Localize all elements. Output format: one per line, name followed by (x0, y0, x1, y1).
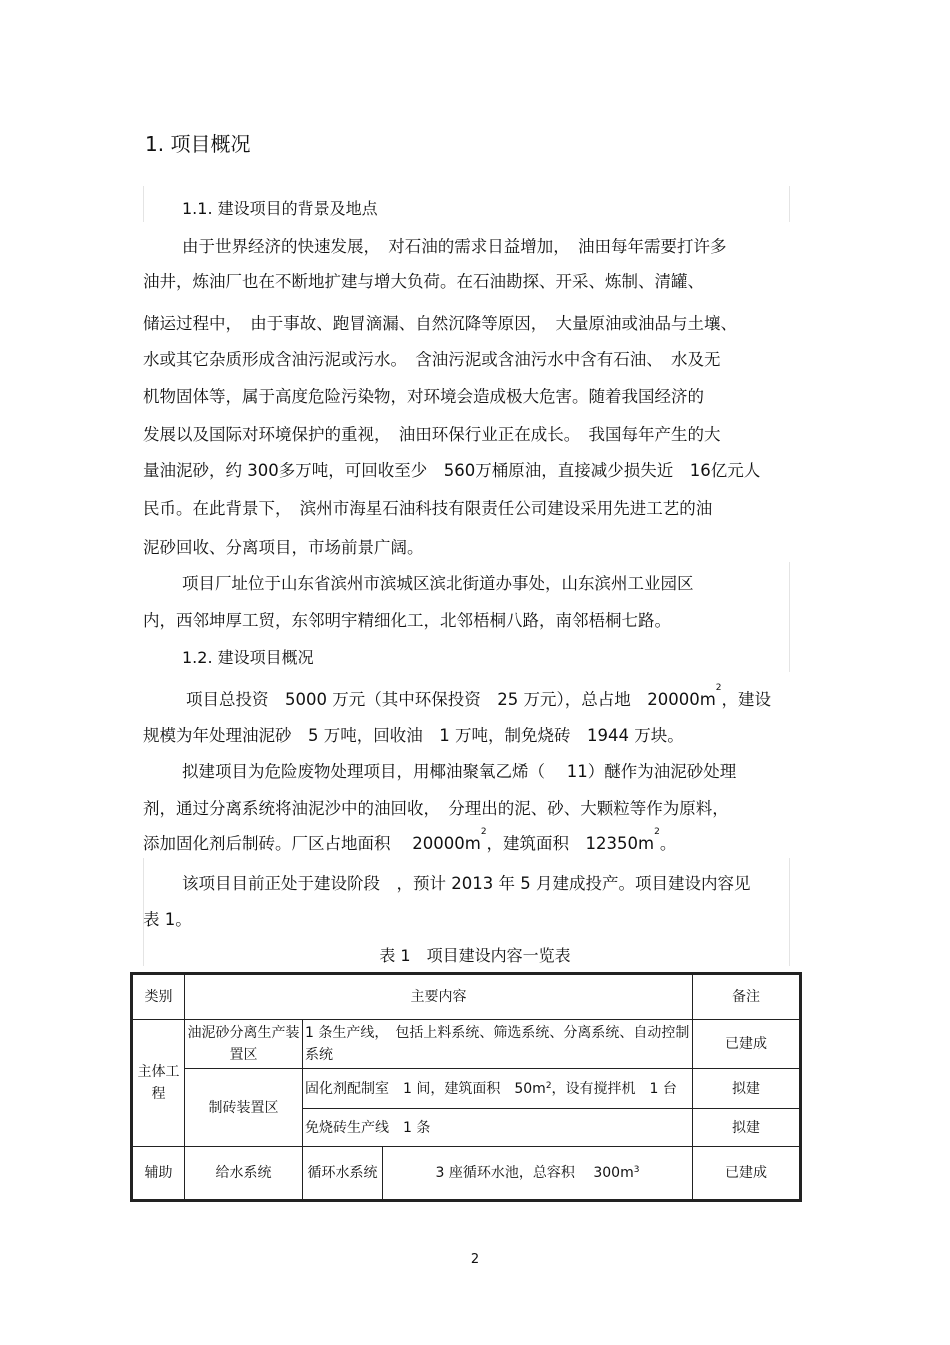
paragraph-line: 拟建项目为危险废物处理项目，用椰油聚氧乙烯（ 11）醚作为油泥砂处理 (182, 762, 737, 781)
paragraph-line: 机物固体等，属于高度危险污染物，对环境会造成极大危害。随着我国经济的 (143, 387, 704, 406)
scan-guide-line (789, 186, 790, 222)
table-cell: 1 条生产线， 包括上料系统、筛选系统、分离系统、自动控制系统 (303, 1020, 693, 1069)
table-cell: 循环水系统 (303, 1147, 383, 1201)
table-cell: 给水系统 (185, 1147, 303, 1201)
paragraph-line: 表 1。 (143, 910, 192, 929)
table-cell: 3 座循环水池，总容积 $300m^3$ (383, 1147, 693, 1201)
table-row (132, 1069, 801, 1109)
paragraph-line: 该项目目前正处于建设阶段 ，预计 2013 年 5 月建成投产。项目建设内容见 (182, 874, 751, 893)
table-caption: 表 1 项目建设内容一览表 (379, 946, 571, 965)
table-cell: 已建成 (693, 1147, 801, 1201)
table-cell: 制砖装置区 (185, 1069, 303, 1147)
table-cell: 油泥砂分离生产装置区 (185, 1020, 303, 1069)
project-content-table (130, 972, 802, 1202)
subsection-heading-1-1: 1.1. 建设项目的背景及地点 (182, 199, 378, 218)
group-main: 主体工程 (132, 1020, 185, 1147)
paragraph-line: 民币。在此背景下， 滨州市海星石油科技有限责任公司建设采用先进工艺的油 (143, 499, 713, 518)
header-category: 类别 (132, 974, 185, 1020)
paragraph-line: 储运过程中， 由于事故、跑冒滴漏、自然沉降等原因， 大量原油或油品与土壤、 (143, 314, 737, 333)
paragraph-line: 规模为年处理油泥砂 5 万吨，回收油 1 万吨，制免烧砖 1944 万块。 (143, 726, 684, 745)
paragraph-line: 剂，通过分离系统将油泥沙中的油回收， 分理出的泥、砂、大颗粒等作为原料， (143, 799, 729, 818)
paragraph-line: 添加固化剂后制砖。厂区占地面积 $20000m^2$，建筑面积 $12350m^2$。 (143, 827, 677, 853)
scan-guide-line (143, 186, 144, 222)
table-cell: 拟建 (693, 1069, 801, 1109)
table-cell: 固化剂配制室 1 间，建筑面积 $50m^2$，设有搅拌机 1 台 (303, 1069, 693, 1109)
group-aux: 辅助 (132, 1147, 185, 1201)
table-row (132, 1020, 801, 1069)
table-header-row (132, 974, 801, 1020)
paragraph-line: 项目总投资 5000 万元（其中环保投资 25 万元），总占地 $20000m^2$，建设 (186, 683, 772, 709)
paragraph-line: 水或其它杂质形成含油污泥或污水。 含油污泥或含油污水中含有石油、 水及无 (143, 350, 721, 369)
table-cell: 免烧砖生产线 1 条 (303, 1109, 693, 1147)
page-number: 2 (470, 1252, 480, 1267)
scan-guide-line (789, 562, 790, 672)
section-title: 1. 项目概况 (145, 132, 251, 156)
paragraph-line: 内，西邻坤厚工贸，东邻明宇精细化工，北邻梧桐八路，南邻梧桐七路。 (143, 611, 671, 630)
paragraph-line: 由于世界经济的快速发展， 对石油的需求日益增加， 油田每年需要打许多 (182, 237, 727, 256)
paragraph-line: 量油泥砂，约 300多万吨，可回收至少 560万桶原油，直接减少损失近 16亿元人 (143, 461, 761, 480)
paragraph-line: 油井，炼油厂也在不断地扩建与增大负荷。在石油勘探、开采、炼制、清罐、 (143, 272, 704, 291)
paragraph-line: 发展以及国际对环境保护的重视， 油田环保行业正在成长。 我国每年产生的大 (143, 425, 721, 444)
paragraph-line: 项目厂址位于山东省滨州市滨城区滨北街道办事处，山东滨州工业园区 (182, 574, 694, 593)
table-row (132, 1147, 801, 1201)
header-note: 备注 (693, 974, 801, 1020)
table-cell: 已建成 (693, 1020, 801, 1069)
subsection-heading-1-2: 1.2. 建设项目概况 (182, 648, 314, 667)
header-content: 主要内容 (185, 974, 693, 1020)
table-cell: 拟建 (693, 1109, 801, 1147)
paragraph-line: 泥砂回收、分离项目，市场前景广阔。 (143, 538, 424, 557)
